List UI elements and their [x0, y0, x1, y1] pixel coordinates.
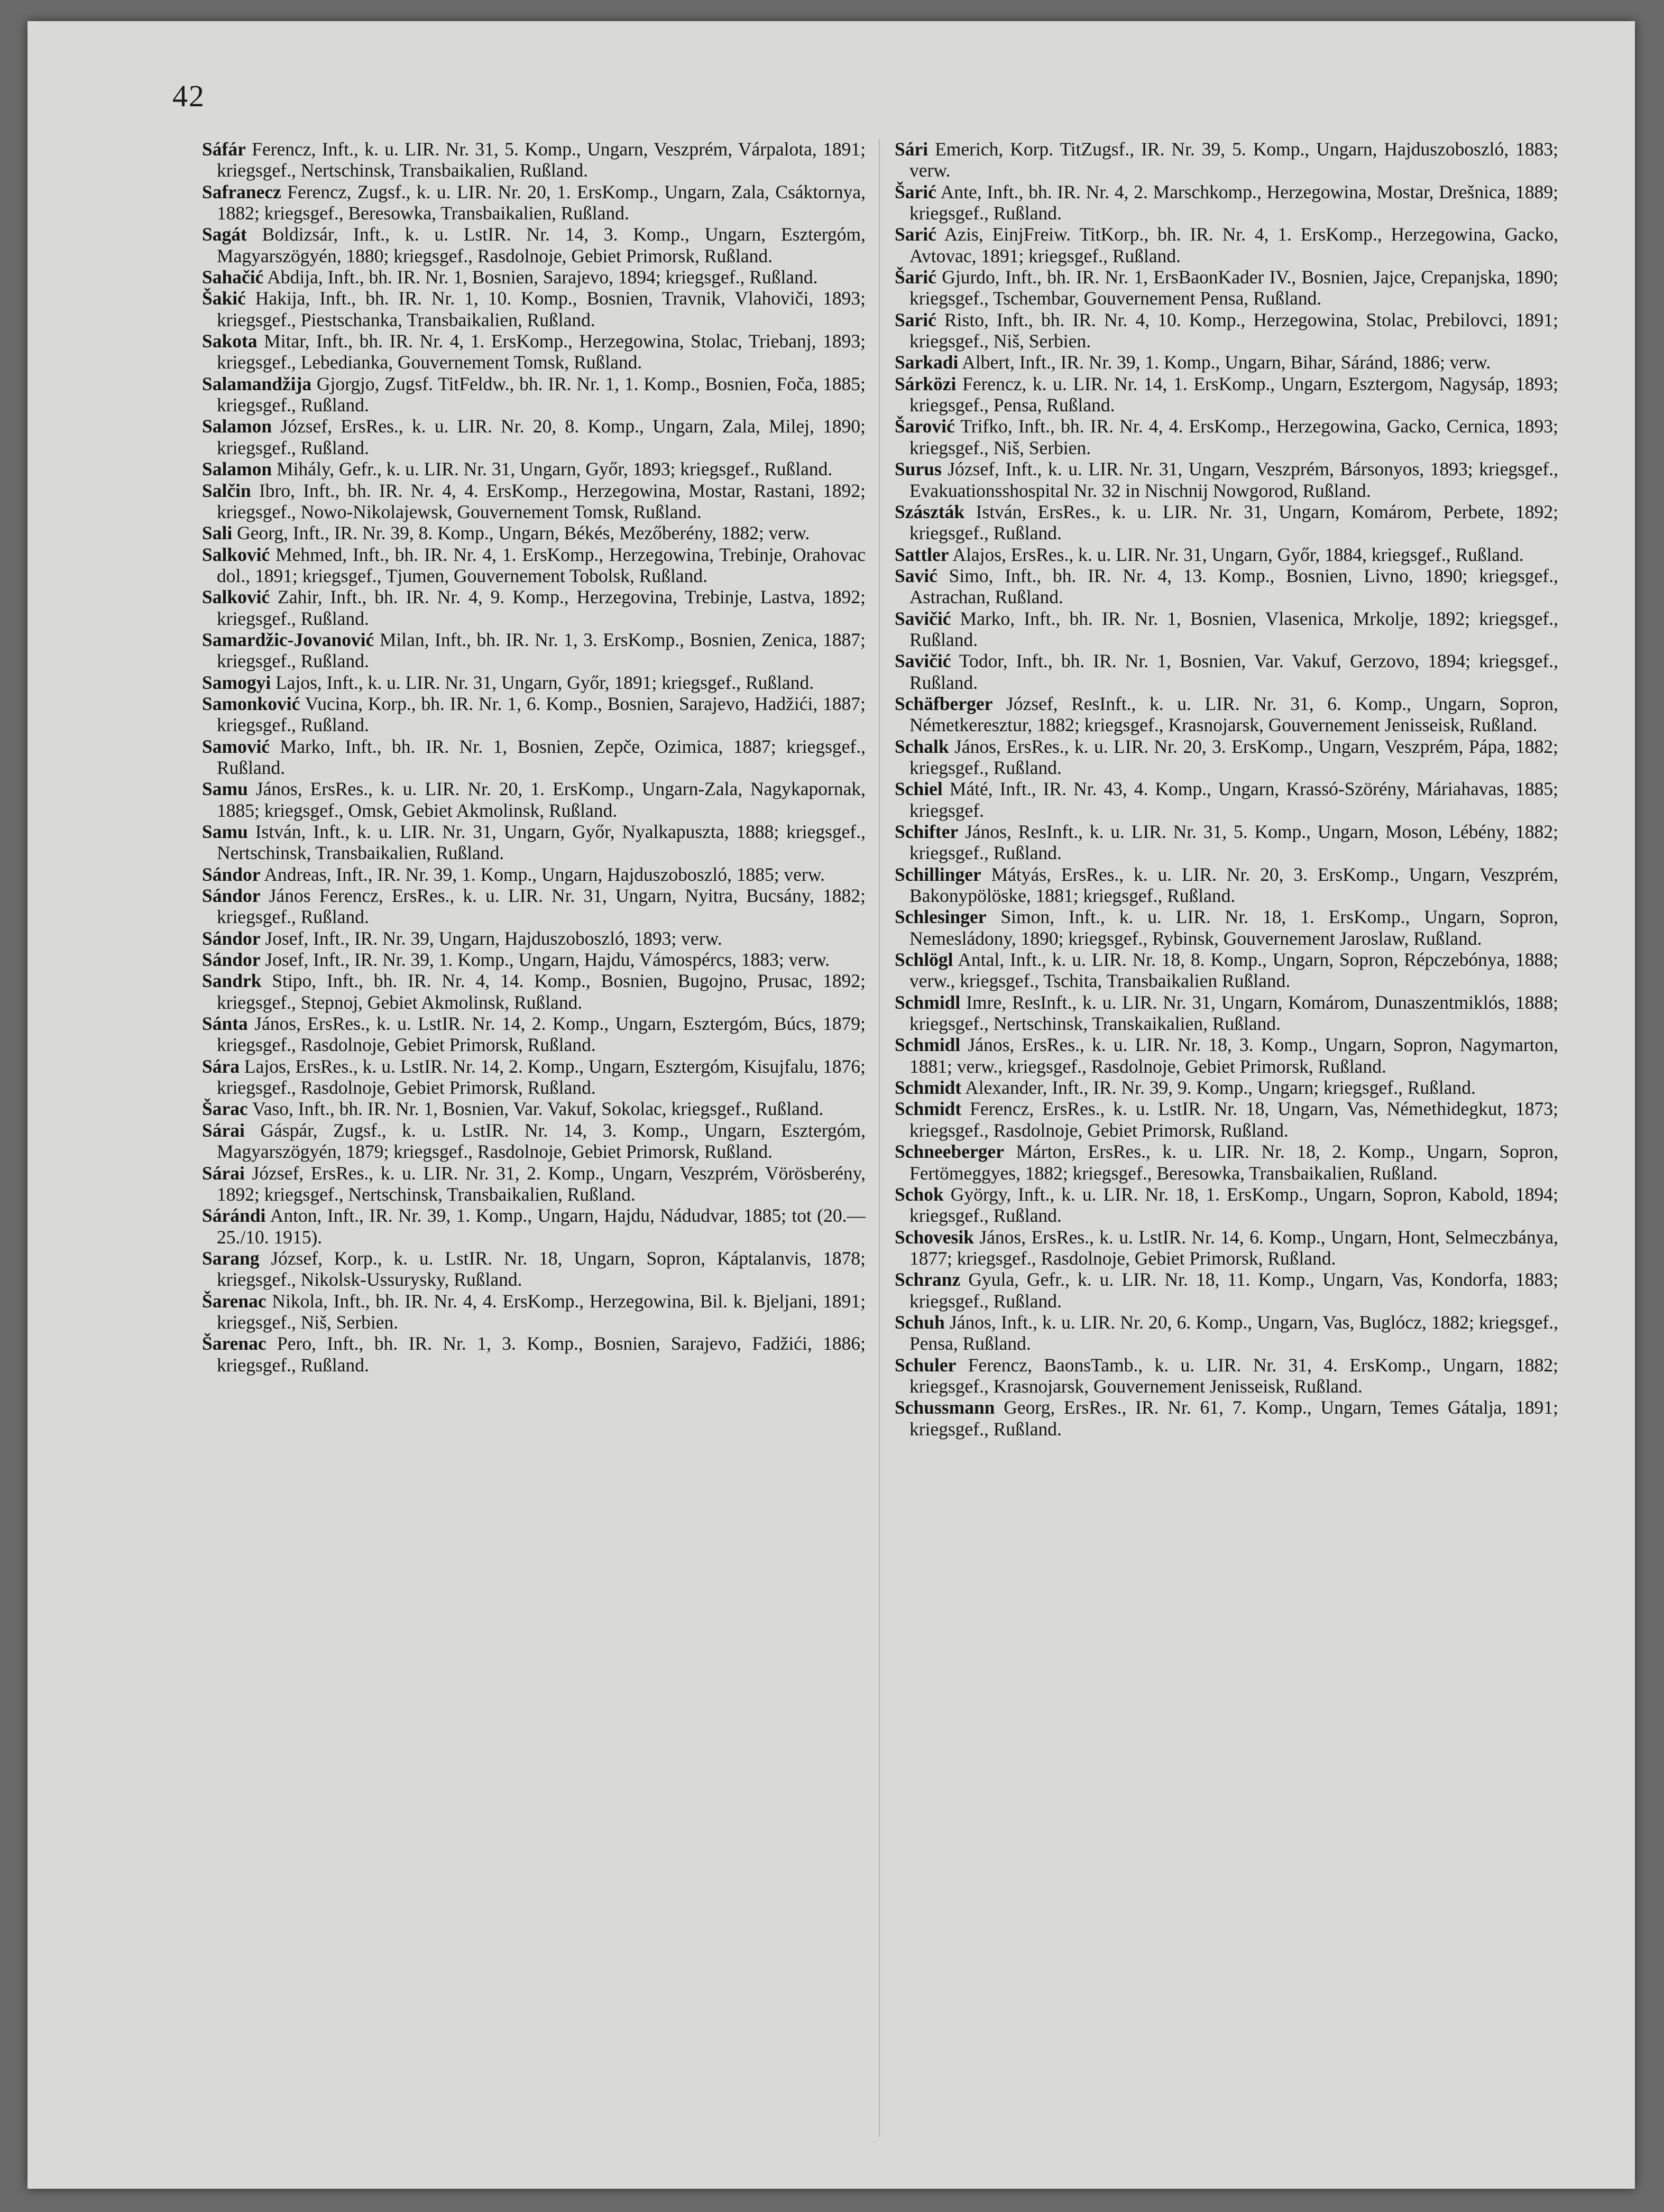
entry-surname: Schuh — [895, 1311, 945, 1333]
entry-surname: Samogyi — [202, 671, 271, 693]
entry-details: Gáspár, Zugsf., k. u. LstIR. Nr. 14, 3. Komp., Ungarn, Esztergóm, Magyarszögyén, 1879; kriegsgef., Rasdolnoje, Gebiet Primorsk, Rußland. — [217, 1119, 866, 1163]
register-entry — [895, 352, 1558, 373]
entry-surname: Surus — [895, 458, 942, 480]
register-entry — [895, 864, 1558, 907]
entry-details: Gyula, Gefr., k. u. LIR. Nr. 18, 11. Komp., Ungarn, Vas, Kondorfa, 1883; kriegsgef., Rußland. — [909, 1269, 1558, 1312]
register-entry — [895, 373, 1558, 416]
register-entry — [202, 1291, 866, 1333]
entry-details: Vaso, Inft., bh. IR. Nr. 1, Bosnien, Var. Vakuf, Sokolac, kriegsgef., Rußland. — [247, 1098, 824, 1120]
entry-details: Josef, Inft., IR. Nr. 39, 1. Komp., Ungarn, Hajdu, Vámospércs, 1883; verw. — [260, 949, 830, 971]
entry-surname: Schmidl — [895, 1034, 961, 1056]
entry-details: Anton, Inft., IR. Nr. 39, 1. Komp., Ungarn, Hajdu, Nádudvar, 1885; tot (20.—25./10. 1915). — [217, 1205, 866, 1248]
entry-surname: Sattler — [895, 543, 949, 565]
entry-details: Marko, Inft., bh. IR. Nr. 1, Bosnien, Zepče, Ozimica, 1887; kriegsgef., Rußland. — [217, 735, 866, 778]
register-entry — [895, 778, 1558, 821]
register-entry — [895, 821, 1558, 864]
register-entry — [202, 778, 866, 821]
entry-surname: Sahačić — [202, 266, 264, 288]
entry-details: József, ErsRes., k. u. LIR. Nr. 20, 8. Komp., Ungarn, Zala, Milej, 1890; kriegsgef., Rußland. — [217, 416, 866, 458]
entry-surname: Sáfár — [202, 139, 246, 160]
entry-surname: Sára — [202, 1055, 240, 1077]
register-entry — [202, 1056, 866, 1099]
entry-surname: Schuler — [895, 1354, 957, 1376]
register-entry — [202, 586, 866, 629]
register-entry — [202, 1333, 866, 1376]
register-entry — [202, 266, 866, 288]
entry-surname: Sarić — [895, 224, 936, 245]
register-entry — [895, 501, 1558, 544]
entry-details: Simon, Inft., k. u. LIR. Nr. 18, 1. ErsKomp., Ungarn, Sopron, Nemesládony, 1890; kriegsgef., Rybinsk, Gouvernement Jaroslaw, Rußland. — [909, 906, 1558, 949]
register-entry — [202, 672, 866, 693]
entry-surname: Salković — [202, 543, 270, 565]
entry-details: Zahir, Inft., bh. IR. Nr. 4, 9. Komp., Herzegovina, Trebinje, Lastva, 1892; kriegsgef., Rußland. — [217, 586, 866, 629]
register-entry — [202, 928, 866, 949]
entry-details: Todor, Inft., bh. IR. Nr. 1, Bosnien, Var. Vakuf, Gerzovo, 1894; kriegsgef., Rußland. — [909, 650, 1558, 693]
entry-surname: Sakota — [202, 330, 258, 352]
entry-surname: Sarang — [202, 1247, 260, 1269]
entry-surname: Savić — [895, 565, 937, 586]
entry-details: János Ferencz, ErsRes., k. u. LIR. Nr. 31, Ungarn, Nyitra, Bucsány, 1882; kriegsgef., Rußland. — [217, 885, 866, 928]
entry-surname: Schranz — [895, 1269, 961, 1291]
entry-details: János, ResInft., k. u. LIR. Nr. 31, 5. Komp., Ungarn, Moson, Lébény, 1882; kriegsgef., Rußland. — [909, 821, 1558, 864]
entry-details: Boldizsár, Inft., k. u. LstIR. Nr. 14, 3. Komp., Ungarn, Esztergóm, Magyarszögyén, 1880; kriegsgef., Rasdolnoje, Gebiet Primorsk, Rußland. — [217, 224, 866, 266]
register-entry — [202, 181, 866, 224]
entry-details: Trifko, Inft., bh. IR. Nr. 4, 4. ErsKomp., Herzegowina, Gacko, Cernica, 1893; kriegsgef., Niš, Serbien. — [909, 416, 1558, 458]
entry-details: Ferencz, Inft., k. u. LIR. Nr. 31, 5. Komp., Ungarn, Veszprém, Várpalota, 1891; kriegsgef., Nertschinsk, Transbaikalien, Rußland. — [217, 139, 866, 181]
register-entry — [202, 949, 866, 970]
entry-details: József, ResInft., k. u. LIR. Nr. 31, 6. Komp., Ungarn, Sopron, Németkeresztur, 1882; kriegsgef., Krasnojarsk, Gouvernement Jenisseisk, Rußland. — [909, 693, 1558, 736]
entry-surname: Savičić — [895, 607, 951, 629]
register-entry — [202, 629, 866, 672]
entry-surname: Sándor — [202, 927, 261, 949]
entry-details: Mehmed, Inft., bh. IR. Nr. 4, 1. ErsKomp., Herzegowina, Trebinje, Orahovac dol., 1891; kriegsgef., Tjumen, Gouvernement Tobolsk, Rußland. — [217, 543, 866, 586]
register-entry — [895, 309, 1558, 352]
register-entry — [202, 139, 866, 181]
entry-details: Gjurdo, Inft., bh. IR. Nr. 1, ErsBaonKader IV., Bosnien, Jajce, Crepanjska, 1890; kriegsgef., Tschembar, Gouvernement Pensa, Rußland. — [909, 266, 1558, 309]
entry-surname: Sándor — [202, 863, 261, 885]
entry-surname: Sárközi — [895, 373, 957, 394]
entry-surname: Schmidt — [895, 1077, 962, 1099]
register-entry — [202, 373, 866, 416]
entry-details: Ante, Inft., bh. IR. Nr. 4, 2. Marschkomp., Herzegowina, Mostar, Drešnica, 1889; kriegsgef., Rußland. — [909, 181, 1558, 224]
register-entry — [202, 522, 866, 543]
register-entry — [202, 1205, 866, 1248]
entry-details: János, Inft., k. u. LIR. Nr. 20, 6. Komp., Ungarn, Vas, Buglócz, 1882; kriegsgef., Pensa, Rußland. — [909, 1311, 1558, 1354]
entry-surname: Schussmann — [895, 1397, 995, 1418]
entry-details: Marko, Inft., bh. IR. Nr. 1, Bosnien, Vlasenica, Mrkolje, 1892; kriegsgef., Rußland. — [909, 607, 1558, 650]
register-entry — [895, 1354, 1558, 1397]
entry-details: Abdija, Inft., bh. IR. Nr. 1, Bosnien, Sarajevo, 1894; kriegsgef., Rußland. — [263, 266, 818, 288]
register-entry — [895, 224, 1558, 266]
register-entry — [895, 139, 1558, 181]
entry-surname: Savičić — [895, 650, 951, 672]
register-entry — [895, 650, 1558, 693]
entry-details: Alajos, ErsRes., k. u. LIR. Nr. 31, Ungarn, Győr, 1884, kriegsgef., Rußland. — [949, 543, 1524, 565]
entry-surname: Schmidt — [895, 1098, 962, 1120]
entry-details: Máté, Inft., IR. Nr. 43, 4. Komp., Ungarn, Krassó-Szörény, Máriahavas, 1885; kriegsgef. — [909, 778, 1558, 821]
register-entry — [202, 544, 866, 587]
entry-surname: Safranecz — [202, 181, 281, 202]
register-entry — [895, 693, 1558, 736]
entry-details: Risto, Inft., bh. IR. Nr. 4, 10. Komp., Herzegowina, Stolac, Prebilovci, 1891; kriegsgef., Niš, Serbien. — [909, 309, 1558, 352]
register-entry — [895, 1269, 1558, 1312]
register-entry — [202, 736, 866, 779]
register-entry — [202, 693, 866, 736]
entry-details: József, ErsRes., k. u. LIR. Nr. 31, 2. Komp., Ungarn, Veszprém, Vörösberény, 1892; kriegsgef., Nertschinsk, Transbaikalien, Rußland. — [217, 1162, 866, 1205]
register-entry — [895, 458, 1558, 501]
register-entry — [895, 992, 1558, 1035]
entry-details: Ferencz, Zugsf., k. u. LIR. Nr. 20, 1. ErsKomp., Ungarn, Zala, Csáktornya, 1882; kriegsgef., Beresowka, Transbaikalien, Rußland. — [217, 181, 866, 224]
entry-surname: Szászták — [895, 501, 965, 522]
entry-surname: Schifter — [895, 821, 959, 842]
register-entry — [202, 885, 866, 928]
entry-surname: Schlögl — [895, 949, 953, 971]
register-entry — [202, 458, 866, 480]
entry-details: Pero, Inft., bh. IR. Nr. 1, 3. Komp., Bosnien, Sarajevo, Fadžići, 1886; kriegsgef., Rußland. — [217, 1333, 866, 1376]
register-entry — [895, 736, 1558, 779]
entry-surname: Sárai — [202, 1119, 245, 1141]
entry-surname: Samu — [202, 821, 248, 842]
entry-surname: Šakić — [202, 288, 246, 309]
register-entry — [895, 1141, 1558, 1184]
entry-surname: Sagát — [202, 224, 247, 245]
register-entry — [202, 224, 866, 266]
entry-surname: Schok — [895, 1183, 944, 1205]
entry-surname: Schäfberger — [895, 693, 993, 714]
entry-details: Alexander, Inft., IR. Nr. 39, 9. Komp., Ungarn; kriegsgef., Rußland. — [961, 1077, 1476, 1099]
register-entry — [895, 544, 1558, 565]
register-entry — [202, 821, 866, 864]
register-entry — [895, 1077, 1558, 1098]
entry-surname: Salčin — [202, 480, 251, 501]
entry-details: Milan, Inft., bh. IR. Nr. 1, 3. ErsKomp., Bosnien, Zenica, 1887; kriegsgef., Rußland. — [217, 629, 866, 672]
entry-details: Mitar, Inft., bh. IR. Nr. 4, 1. ErsKomp., Herzegowina, Stolac, Triebanj, 1893; kriegsgef., Lebedianka, Gouvernement Tomsk, Rußland. — [217, 330, 866, 373]
register-entry — [895, 949, 1558, 992]
register-entry — [895, 608, 1558, 651]
entry-surname: Sandrk — [202, 970, 262, 992]
register-entry — [895, 1034, 1558, 1077]
column-divider — [879, 139, 880, 2137]
register-entry — [202, 480, 866, 523]
entry-surname: Sarkadi — [895, 352, 959, 373]
entry-surname: Samonković — [202, 693, 300, 714]
entry-surname: Šarenac — [202, 1333, 266, 1354]
entry-surname: Salković — [202, 586, 270, 608]
register-entry — [202, 416, 866, 458]
register-entry — [895, 1227, 1558, 1269]
entry-surname: Sárándi — [202, 1205, 266, 1227]
register-entry — [202, 1163, 866, 1205]
entry-surname: Sári — [895, 139, 928, 160]
entry-surname: Salamandžija — [202, 373, 312, 394]
entry-details: István, ErsRes., k. u. LIR. Nr. 31, Ungarn, Komárom, Perbete, 1892; kriegsgef., Rußland. — [909, 501, 1558, 544]
entry-details: István, Inft., k. u. LIR. Nr. 31, Ungarn, Győr, Nyalkapuszta, 1888; kriegsgef., Nertschinsk, Transbaikalien, Rußland. — [217, 821, 866, 864]
entry-surname: Samu — [202, 778, 248, 800]
entry-details: Andreas, Inft., IR. Nr. 39, 1. Komp., Ungarn, Hajduszoboszló, 1885; verw. — [260, 863, 825, 885]
entry-surname: Sárai — [202, 1162, 245, 1184]
register-entry — [895, 1184, 1558, 1227]
entry-details: Lajos, ErsRes., k. u. LstIR. Nr. 14, 2. Komp., Ungarn, Esztergóm, Kisujfalu, 1876; kriegsgef., Rasdolnoje, Gebiet Primorsk, Rußland. — [217, 1055, 866, 1099]
register-entry — [202, 864, 866, 885]
entry-details: Simo, Inft., bh. IR. Nr. 4, 13. Komp., Bosnien, Livno, 1890; kriegsgef., Astrachan, Rußland. — [909, 565, 1558, 608]
entry-surname: Šarović — [895, 416, 955, 437]
entry-details: Lajos, Inft., k. u. LIR. Nr. 31, Ungarn, Győr, 1891; kriegsgef., Rußland. — [271, 671, 814, 693]
entry-surname: Schlesinger — [895, 906, 987, 928]
entry-surname: Schalk — [895, 735, 949, 757]
entry-surname: Samardžic-Jovanović — [202, 629, 374, 650]
entry-details: Imre, ResInft., k. u. LIR. Nr. 31, Ungarn, Komárom, Dunaszentmiklós, 1888; kriegsgef., Nertschinsk, Transkaikalien, Rußland. — [909, 991, 1558, 1035]
entry-details: János, ErsRes., k. u. LIR. Nr. 18, 3. Komp., Ungarn, Sopron, Nagymarton, 1881; verw., kriegsgef., Rasdolnoje, Gebiet Primorsk, Rußland. — [909, 1034, 1558, 1077]
entry-details: Hakija, Inft., bh. IR. Nr. 1, 10. Komp., Bosnien, Travnik, Vlahoviči, 1893; kriegsgef., Piestschanka, Transbaikalien, Rußland. — [217, 288, 866, 330]
entry-details: Josef, Inft., IR. Nr. 39, Ungarn, Hajduszoboszló, 1893; verw. — [260, 927, 722, 949]
entry-surname: Šarić — [895, 266, 936, 288]
entry-surname: Schillinger — [895, 863, 981, 885]
entry-details: János, ErsRes., k. u. LIR. Nr. 20, 1. ErsKomp., Ungarn-Zala, Nagykapornak, 1885; kriegsgef., Omsk, Gebiet Akmolinsk, Rußland. — [217, 778, 866, 821]
entry-details: Antal, Inft., k. u. LIR. Nr. 18, 8. Komp., Ungarn, Sopron, Répczebónya, 1888; verw., kriegsgef., Tschita, Transbaikalien Rußland. — [909, 949, 1558, 992]
entry-surname: Sali — [202, 522, 233, 544]
register-entry — [895, 906, 1558, 949]
register-entry — [895, 181, 1558, 224]
register-entry — [895, 565, 1558, 608]
entry-details: Georg, ErsRes., IR. Nr. 61, 7. Komp., Ungarn, Temes Gátalja, 1891; kriegsgef., Rußland. — [909, 1397, 1558, 1440]
entry-details: József, Korp., k. u. LstIR. Nr. 18, Ungarn, Sopron, Káptalanvis, 1878; kriegsgef., Nikolsk-Ussurysky, Rußland. — [217, 1247, 866, 1291]
entry-details: Stipo, Inft., bh. IR. Nr. 4, 14. Komp., Bosnien, Bugojno, Prusac, 1892; kriegsgef., Stepnoj, Gebiet Akmolinsk, Rußland. — [217, 970, 866, 1013]
register-entry — [202, 1248, 866, 1291]
register-entry — [202, 288, 866, 330]
entry-details: Azis, EinjFreiw. TitKorp., bh. IR. Nr. 4, 1. ErsKomp., Herzegowina, Gacko, Avtovac, 1891; kriegsgef., Rußland. — [909, 224, 1558, 266]
entry-details: János, ErsRes., k. u. LstIR. Nr. 14, 6. Komp., Ungarn, Hont, Selmeczbánya, 1877; kriegsgef., Rasdolnoje, Gebiet Primorsk, Rußland. — [909, 1226, 1558, 1269]
entry-surname: Schiel — [895, 778, 943, 800]
entry-details: Nikola, Inft., bh. IR. Nr. 4, 4. ErsKomp., Herzegowina, Bil. k. Bjeljani, 1891; kriegsgef., Niš, Serbien. — [217, 1290, 866, 1333]
entry-surname: Šarac — [202, 1098, 248, 1120]
register-entry — [895, 1098, 1558, 1141]
entry-surname: Schovesik — [895, 1226, 974, 1248]
entry-surname: Samović — [202, 735, 270, 757]
entry-details: Ferencz, ErsRes., k. u. LstIR. Nr. 18, Ungarn, Vas, Némethidegkut, 1873; kriegsgef., Rasdolnoje, Gebiet Primorsk, Rußland. — [909, 1098, 1558, 1141]
entry-surname: Schmidl — [895, 991, 961, 1013]
register-entry — [895, 416, 1558, 458]
entry-surname: Šarić — [895, 181, 936, 202]
entry-surname: Schneeberger — [895, 1141, 1005, 1163]
register-entry — [202, 1013, 866, 1056]
entry-details: Ferencz, k. u. LIR. Nr. 14, 1. ErsKomp., Ungarn, Esztergom, Nagysáp, 1893; kriegsgef., Pensa, Rußland. — [909, 373, 1558, 416]
entry-details: Albert, Inft., IR. Nr. 39, 1. Komp., Ungarn, Bihar, Sáránd, 1886; verw. — [958, 352, 1491, 373]
register-entry — [202, 1120, 866, 1163]
register-entry — [895, 1312, 1558, 1354]
left-column — [202, 139, 866, 1376]
register-entry — [202, 330, 866, 373]
entry-details: Ferencz, BaonsTamb., k. u. LIR. Nr. 31, 4. ErsKomp., Ungarn, 1882; kriegsgef., Krasnojarsk, Gouvernement Jenisseisk, Rußland. — [909, 1354, 1558, 1397]
entry-details: Georg, Inft., IR. Nr. 39, 8. Komp., Ungarn, Békés, Mezőberény, 1882; verw. — [232, 522, 810, 544]
right-column — [895, 139, 1558, 1440]
entry-details: Gjorgjo, Zugsf. TitFeldw., bh. IR. Nr. 1, 1. Komp., Bosnien, Foča, 1885; kriegsgef., Rußland. — [217, 373, 866, 416]
entry-surname: Salamon — [202, 416, 272, 437]
entry-surname: Sánta — [202, 1013, 248, 1035]
entry-details: Emerich, Korp. TitZugsf., IR. Nr. 39, 5. Komp., Ungarn, Hajduszoboszló, 1883; verw. — [909, 139, 1558, 181]
entry-details: János, ErsRes., k. u. LIR. Nr. 20, 3. ErsKomp., Ungarn, Veszprém, Pápa, 1882; kriegsgef., Rußland. — [909, 735, 1558, 778]
entry-surname: Sándor — [202, 949, 261, 971]
entry-surname: Sándor — [202, 885, 261, 907]
entry-details: József, Inft., k. u. LIR. Nr. 31, Ungarn, Veszprém, Bársonyos, 1893; kriegsgef., Evakuationsshospital Nr. 32 in Nischnij Nowgorod, Rußland. — [909, 458, 1558, 501]
entry-details: Márton, ErsRes., k. u. LIR. Nr. 18, 2. Komp., Ungarn, Sopron, Fertömeggyes, 1882; kriegsgef., Beresowka, Transbaikalien, Rußland. — [909, 1141, 1558, 1184]
register-entry — [895, 266, 1558, 309]
entry-surname: Šarenac — [202, 1290, 266, 1312]
register-entry — [895, 1397, 1558, 1440]
entry-details: Mátyás, ErsRes., k. u. LIR. Nr. 20, 3. ErsKomp., Ungarn, Veszprém, Bakonypölöske, 1881; kriegsgef., Rußland. — [909, 863, 1558, 907]
entry-details: Vucina, Korp., bh. IR. Nr. 1, 6. Komp., Bosnien, Sarajevo, Hadžići, 1887; kriegsgef., Rußland. — [217, 693, 866, 736]
entry-details: György, Inft., k. u. LIR. Nr. 18, 1. ErsKomp., Ungarn, Sopron, Kabold, 1894; kriegsgef., Rußland. — [909, 1183, 1558, 1227]
entry-details: Mihály, Gefr., k. u. LIR. Nr. 31, Ungarn, Győr, 1893; kriegsgef., Rußland. — [272, 458, 833, 480]
entry-surname: Sarić — [895, 309, 936, 330]
entry-details: Ibro, Inft., bh. IR. Nr. 4, 4. ErsKomp., Herzegowina, Mostar, Rastani, 1892; kriegsgef., Nowo-Nikolajewsk, Gouvernement Tomsk, Rußland. — [217, 480, 866, 522]
entry-details: János, ErsRes., k. u. LstIR. Nr. 14, 2. Komp., Ungarn, Esztergóm, Búcs, 1879; kriegsgef., Rasdolnoje, Gebiet Primorsk, Rußland. — [217, 1013, 866, 1056]
register-entry — [202, 1098, 866, 1119]
page-number: 42 — [172, 79, 205, 113]
register-entry — [202, 970, 866, 1013]
entry-surname: Salamon — [202, 458, 272, 480]
document-page — [27, 21, 1635, 2189]
